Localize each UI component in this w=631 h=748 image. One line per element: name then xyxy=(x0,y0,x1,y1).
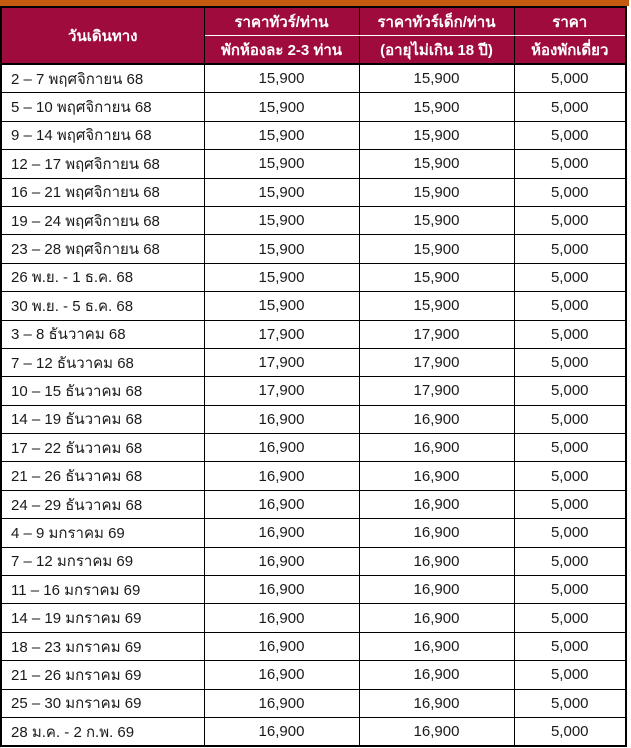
adult-price-cell: 16,900 xyxy=(204,576,359,604)
date-cell: 24 – 29 ธันวาคม 68 xyxy=(1,490,204,518)
adult-price-cell: 16,900 xyxy=(204,547,359,575)
adult-price-cell: 15,900 xyxy=(204,292,359,320)
tour-price-table xyxy=(0,6,627,747)
adult-price-cell: 15,900 xyxy=(204,263,359,291)
single-room-price-cell: 5,000 xyxy=(514,93,626,121)
date-cell: 2 – 7 พฤศจิกายน 68 xyxy=(1,64,204,93)
header-single-room-line1: ราคา xyxy=(514,7,626,36)
adult-price-cell: 16,900 xyxy=(204,632,359,660)
adult-price-cell: 17,900 xyxy=(204,377,359,405)
header-adult-price-line2: พักห้องละ 2-3 ท่าน xyxy=(204,36,359,65)
table-row xyxy=(1,632,626,660)
single-room-price-cell: 5,000 xyxy=(514,178,626,206)
adult-price-cell: 17,900 xyxy=(204,348,359,376)
adult-price-cell: 16,900 xyxy=(204,405,359,433)
table-row xyxy=(1,93,626,121)
date-cell: 11 – 16 มกราคม 69 xyxy=(1,576,204,604)
table-row xyxy=(1,263,626,291)
table-row xyxy=(1,377,626,405)
child-price-cell: 17,900 xyxy=(359,377,514,405)
single-room-price-cell: 5,000 xyxy=(514,434,626,462)
adult-price-cell: 15,900 xyxy=(204,206,359,234)
table-row xyxy=(1,206,626,234)
single-room-price-cell: 5,000 xyxy=(514,490,626,518)
single-room-price-cell: 5,000 xyxy=(514,661,626,689)
child-price-cell: 15,900 xyxy=(359,150,514,178)
table-row xyxy=(1,547,626,575)
child-price-cell: 17,900 xyxy=(359,348,514,376)
date-cell: 4 – 9 มกราคม 69 xyxy=(1,519,204,547)
table-row xyxy=(1,178,626,206)
adult-price-cell: 16,900 xyxy=(204,490,359,518)
adult-price-cell: 16,900 xyxy=(204,661,359,689)
table-row xyxy=(1,689,626,717)
single-room-price-cell: 5,000 xyxy=(514,689,626,717)
single-room-price-cell: 5,000 xyxy=(514,206,626,234)
single-room-price-cell: 5,000 xyxy=(514,348,626,376)
date-cell: 16 – 21 พฤศจิกายน 68 xyxy=(1,178,204,206)
header-single-room-line2: ห้องพักเดี่ยว xyxy=(514,36,626,65)
single-room-price-cell: 5,000 xyxy=(514,64,626,93)
header-child-price-line1: ราคาทัวร์เด็ก/ท่าน xyxy=(359,7,514,36)
single-room-price-cell: 5,000 xyxy=(514,547,626,575)
child-price-cell: 15,900 xyxy=(359,292,514,320)
table-row xyxy=(1,64,626,93)
table-row xyxy=(1,348,626,376)
single-room-price-cell: 5,000 xyxy=(514,519,626,547)
child-price-cell: 16,900 xyxy=(359,576,514,604)
date-cell: 21 – 26 มกราคม 69 xyxy=(1,661,204,689)
date-cell: 19 – 24 พฤศจิกายน 68 xyxy=(1,206,204,234)
child-price-cell: 16,900 xyxy=(359,434,514,462)
date-cell: 3 – 8 ธันวาคม 68 xyxy=(1,320,204,348)
date-cell: 28 ม.ค. - 2 ก.พ. 69 xyxy=(1,717,204,746)
adult-price-cell: 16,900 xyxy=(204,717,359,746)
adult-price-cell: 16,900 xyxy=(204,519,359,547)
child-price-cell: 15,900 xyxy=(359,64,514,93)
date-cell: 23 – 28 พฤศจิกายน 68 xyxy=(1,235,204,263)
table-row xyxy=(1,717,626,746)
table-row xyxy=(1,320,626,348)
table-row xyxy=(1,576,626,604)
single-room-price-cell: 5,000 xyxy=(514,263,626,291)
single-room-price-cell: 5,000 xyxy=(514,632,626,660)
child-price-cell: 15,900 xyxy=(359,121,514,149)
single-room-price-cell: 5,000 xyxy=(514,235,626,263)
child-price-cell: 16,900 xyxy=(359,661,514,689)
child-price-cell: 15,900 xyxy=(359,235,514,263)
single-room-price-cell: 5,000 xyxy=(514,405,626,433)
header-travel-date: วันเดินทาง xyxy=(1,7,204,64)
header-adult-price-line1: ราคาทัวร์/ท่าน xyxy=(204,7,359,36)
single-room-price-cell: 5,000 xyxy=(514,320,626,348)
date-cell: 18 – 23 มกราคม 69 xyxy=(1,632,204,660)
child-price-cell: 16,900 xyxy=(359,519,514,547)
adult-price-cell: 15,900 xyxy=(204,235,359,263)
table-row xyxy=(1,235,626,263)
adult-price-cell: 15,900 xyxy=(204,93,359,121)
child-price-cell: 16,900 xyxy=(359,604,514,632)
adult-price-cell: 15,900 xyxy=(204,64,359,93)
date-cell: 5 – 10 พฤศจิกายน 68 xyxy=(1,93,204,121)
adult-price-cell: 15,900 xyxy=(204,178,359,206)
single-room-price-cell: 5,000 xyxy=(514,604,626,632)
date-cell: 21 – 26 ธันวาคม 68 xyxy=(1,462,204,490)
table-row xyxy=(1,121,626,149)
table-row xyxy=(1,604,626,632)
single-room-price-cell: 5,000 xyxy=(514,377,626,405)
single-room-price-cell: 5,000 xyxy=(514,717,626,746)
adult-price-cell: 16,900 xyxy=(204,462,359,490)
child-price-cell: 15,900 xyxy=(359,178,514,206)
table-row xyxy=(1,405,626,433)
child-price-cell: 15,900 xyxy=(359,206,514,234)
single-room-price-cell: 5,000 xyxy=(514,292,626,320)
table-header xyxy=(1,7,626,64)
date-cell: 25 – 30 มกราคม 69 xyxy=(1,689,204,717)
date-cell: 14 – 19 ธันวาคม 68 xyxy=(1,405,204,433)
date-cell: 7 – 12 มกราคม 69 xyxy=(1,547,204,575)
table-row xyxy=(1,292,626,320)
date-cell: 12 – 17 พฤศจิกายน 68 xyxy=(1,150,204,178)
date-cell: 17 – 22 ธันวาคม 68 xyxy=(1,434,204,462)
child-price-cell: 16,900 xyxy=(359,689,514,717)
adult-price-cell: 16,900 xyxy=(204,434,359,462)
child-price-cell: 16,900 xyxy=(359,547,514,575)
single-room-price-cell: 5,000 xyxy=(514,576,626,604)
table-row xyxy=(1,150,626,178)
date-cell: 7 – 12 ธันวาคม 68 xyxy=(1,348,204,376)
table-row xyxy=(1,661,626,689)
date-cell: 26 พ.ย. - 1 ธ.ค. 68 xyxy=(1,263,204,291)
date-cell: 30 พ.ย. - 5 ธ.ค. 68 xyxy=(1,292,204,320)
adult-price-cell: 16,900 xyxy=(204,604,359,632)
table-row xyxy=(1,490,626,518)
child-price-cell: 16,900 xyxy=(359,717,514,746)
child-price-cell: 16,900 xyxy=(359,405,514,433)
adult-price-cell: 16,900 xyxy=(204,689,359,717)
price-table-body xyxy=(1,64,626,746)
single-room-price-cell: 5,000 xyxy=(514,462,626,490)
single-room-price-cell: 5,000 xyxy=(514,121,626,149)
date-cell: 14 – 19 มกราคม 69 xyxy=(1,604,204,632)
child-price-cell: 16,900 xyxy=(359,462,514,490)
adult-price-cell: 15,900 xyxy=(204,150,359,178)
header-child-price-line2: (อายุไม่เกิน 18 ปี) xyxy=(359,36,514,65)
table-row xyxy=(1,519,626,547)
date-cell: 10 – 15 ธันวาคม 68 xyxy=(1,377,204,405)
child-price-cell: 15,900 xyxy=(359,93,514,121)
child-price-cell: 17,900 xyxy=(359,320,514,348)
child-price-cell: 16,900 xyxy=(359,632,514,660)
adult-price-cell: 15,900 xyxy=(204,121,359,149)
single-room-price-cell: 5,000 xyxy=(514,150,626,178)
child-price-cell: 15,900 xyxy=(359,263,514,291)
adult-price-cell: 17,900 xyxy=(204,320,359,348)
child-price-cell: 16,900 xyxy=(359,490,514,518)
date-cell: 9 – 14 พฤศจิกายน 68 xyxy=(1,121,204,149)
table-row xyxy=(1,434,626,462)
table-row xyxy=(1,462,626,490)
